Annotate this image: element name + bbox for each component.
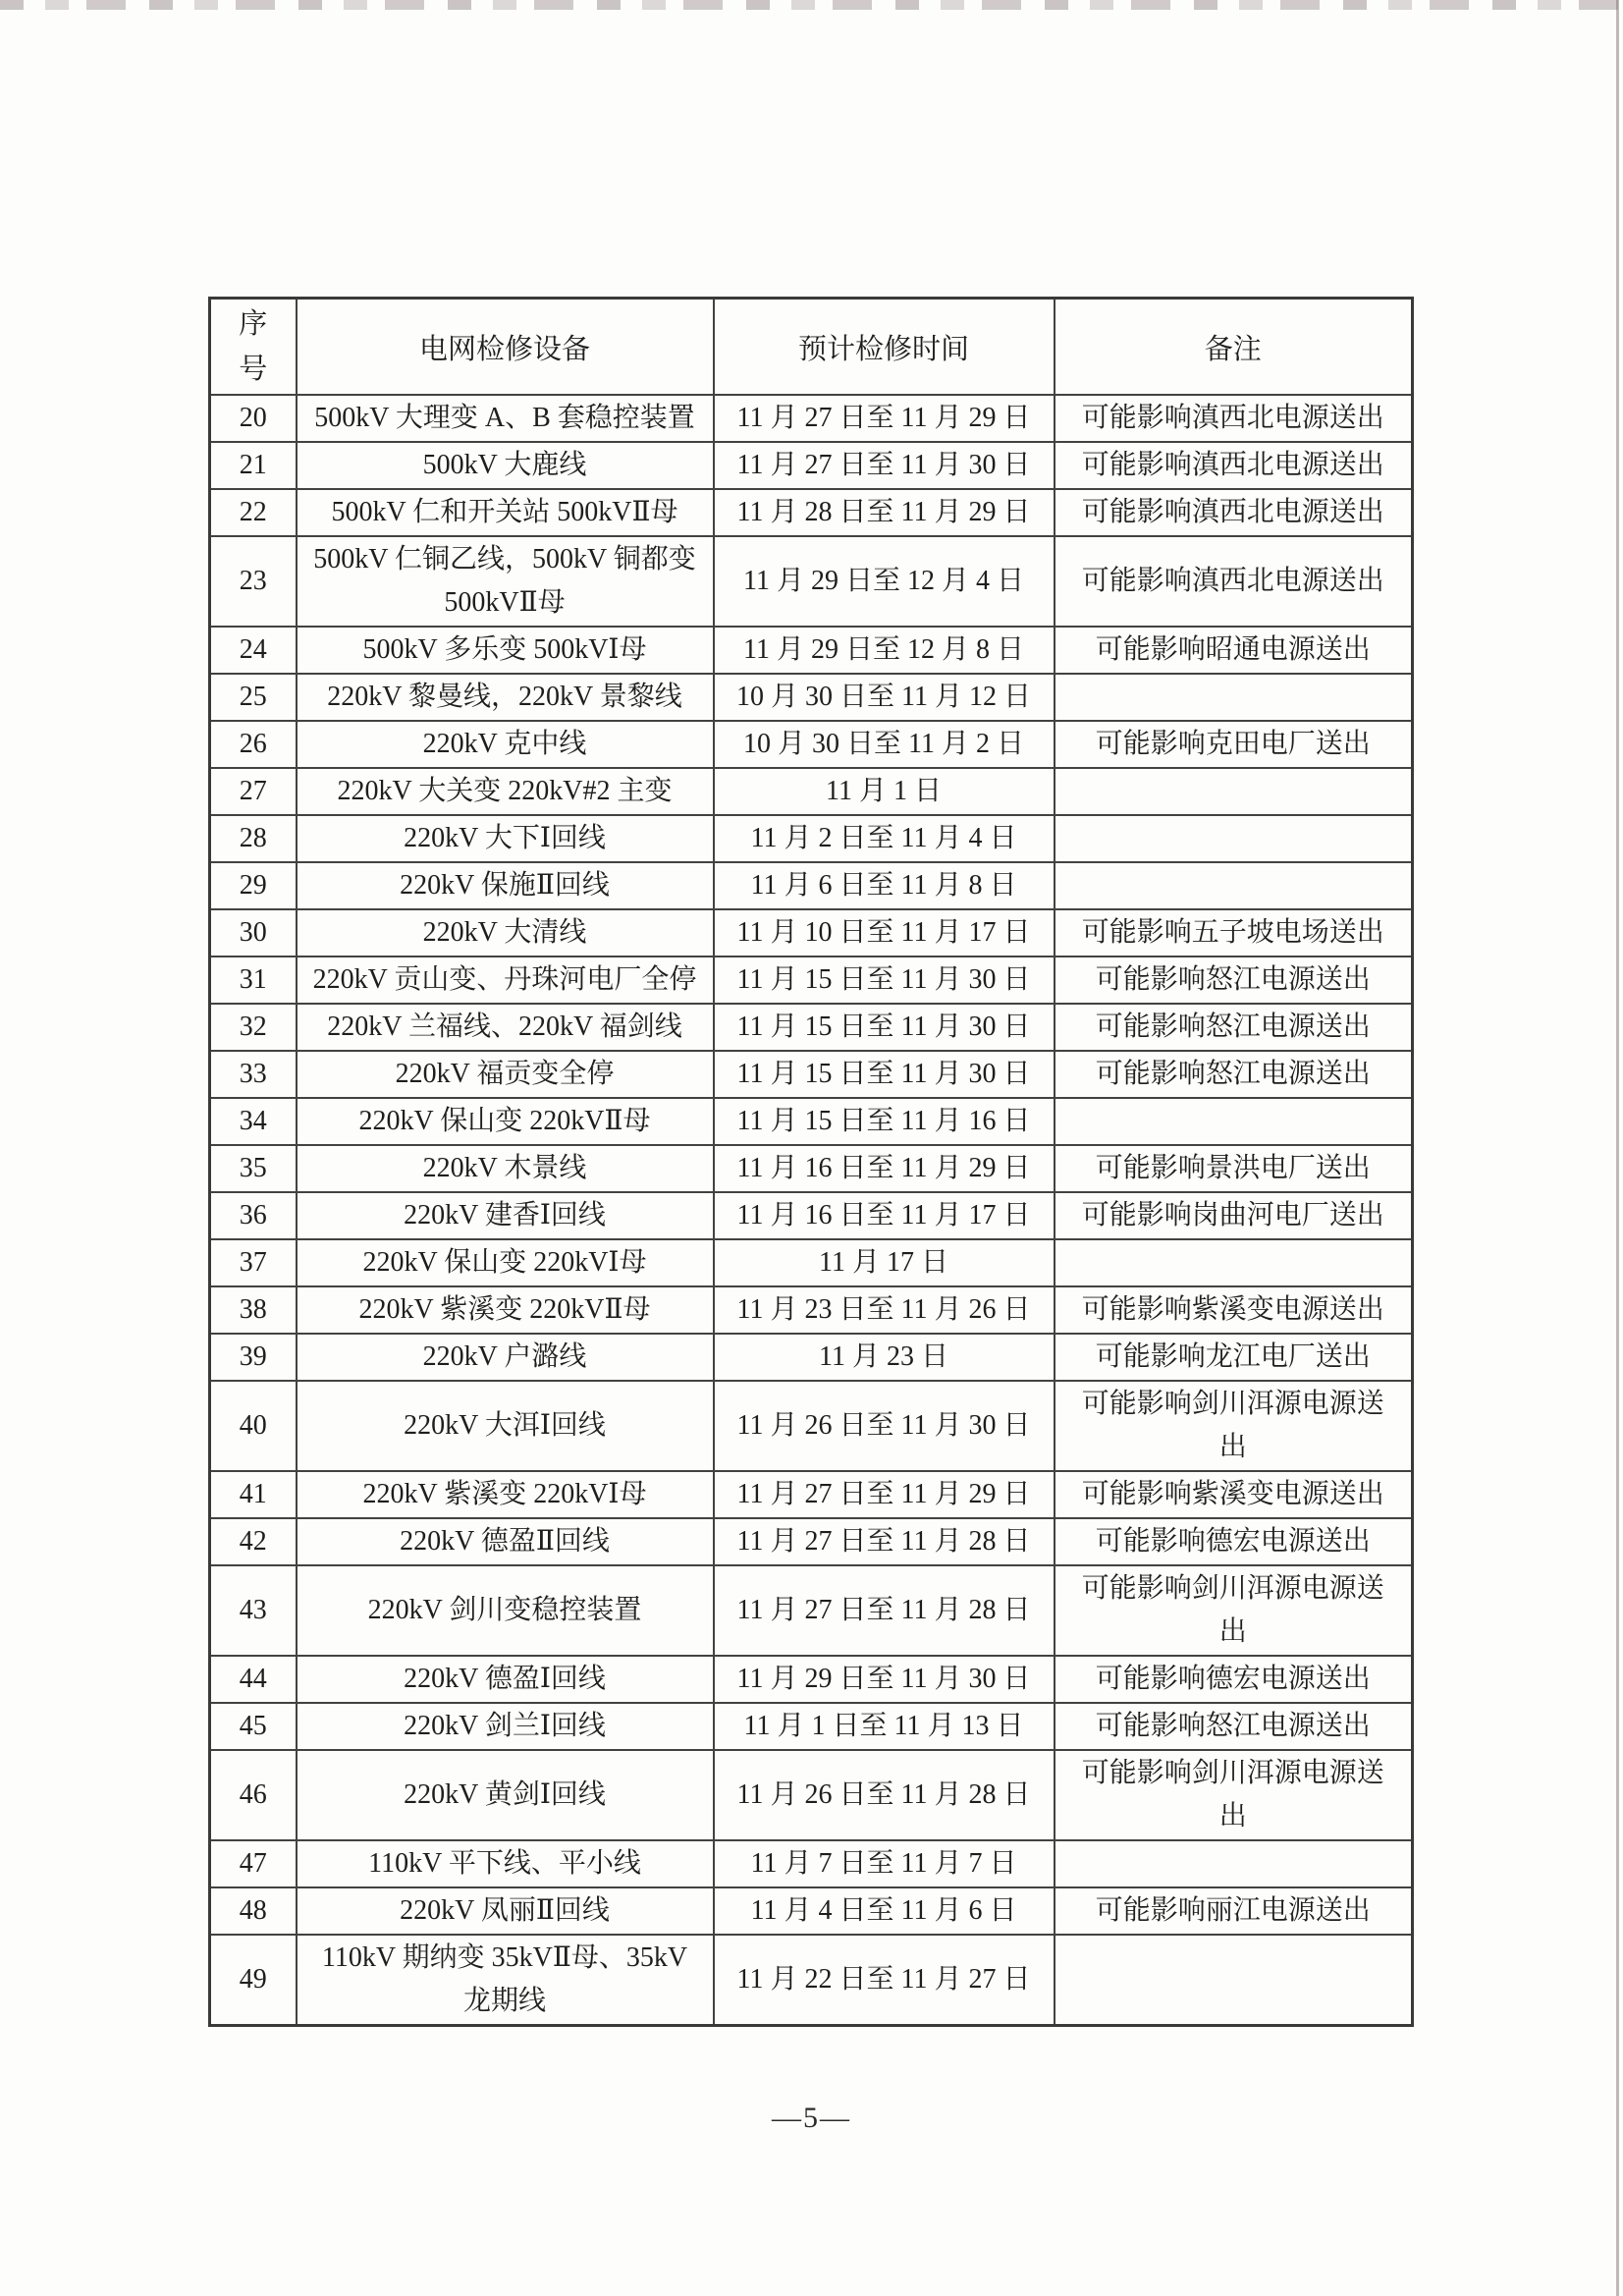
table-row: [210, 1004, 1413, 1051]
equipment-cell: 220kV 大关变 220kV#2 主变: [297, 768, 714, 815]
column-header-time: 预计检修时间: [714, 299, 1055, 396]
equipment-cell: 500kV 大鹿线: [297, 442, 714, 489]
remark-cell: 可能影响怒江电源送出: [1055, 1051, 1413, 1098]
row-number-cell: 37: [210, 1239, 297, 1286]
equipment-cell: 220kV 剑川变稳控装置: [297, 1565, 714, 1656]
equipment-cell: 220kV 德盈Ⅱ回线: [297, 1518, 714, 1565]
remark-cell: 可能影响怒江电源送出: [1055, 957, 1413, 1004]
row-number-cell: 30: [210, 909, 297, 957]
remark-cell: [1055, 862, 1413, 909]
time-cell: 11 月 1 日: [714, 768, 1055, 815]
remark-cell: 可能影响紫溪变电源送出: [1055, 1471, 1413, 1518]
table-row: [210, 1286, 1413, 1334]
table-row: [210, 1239, 1413, 1286]
row-number-cell: 33: [210, 1051, 297, 1098]
row-number-cell: 27: [210, 768, 297, 815]
equipment-cell: 220kV 保施Ⅱ回线: [297, 862, 714, 909]
row-number-cell: 36: [210, 1192, 297, 1239]
table-body: [210, 395, 1413, 2026]
time-cell: 11 月 26 日至 11 月 30 日: [714, 1381, 1055, 1471]
time-cell: 11 月 29 日至 12 月 8 日: [714, 627, 1055, 674]
row-number-cell: 20: [210, 395, 297, 442]
remark-cell: 可能影响滇西北电源送出: [1055, 395, 1413, 442]
remark-cell: 可能影响紫溪变电源送出: [1055, 1286, 1413, 1334]
row-number-cell: 46: [210, 1750, 297, 1840]
table-row: [210, 1840, 1413, 1887]
row-number-cell: 47: [210, 1840, 297, 1887]
table-row: [210, 1381, 1413, 1471]
row-number-cell: 41: [210, 1471, 297, 1518]
table-row: [210, 1192, 1413, 1239]
scan-artifact-right-edge: [1616, 0, 1619, 2296]
time-cell: 11 月 2 日至 11 月 4 日: [714, 815, 1055, 862]
time-cell: 11 月 29 日至 11 月 30 日: [714, 1656, 1055, 1703]
row-number-cell: 44: [210, 1656, 297, 1703]
remark-cell: 可能影响克田电厂送出: [1055, 721, 1413, 768]
row-number-cell: 38: [210, 1286, 297, 1334]
row-number-cell: 26: [210, 721, 297, 768]
page-number: —5—: [772, 2102, 851, 2134]
table-row: [210, 768, 1413, 815]
time-cell: 11 月 27 日至 11 月 29 日: [714, 395, 1055, 442]
equipment-cell: 220kV 兰福线、220kV 福剑线: [297, 1004, 714, 1051]
row-number-cell: 42: [210, 1518, 297, 1565]
table-header-row: [210, 299, 1413, 396]
table-row: [210, 957, 1413, 1004]
table-row: [210, 1334, 1413, 1381]
equipment-cell: 220kV 保山变 220kVⅡ母: [297, 1098, 714, 1145]
equipment-cell: 110kV 期纳变 35kVⅡ母、35kV 龙期线: [297, 1935, 714, 2026]
row-number-cell: 21: [210, 442, 297, 489]
row-number-cell: 32: [210, 1004, 297, 1051]
remark-cell: [1055, 1935, 1413, 2026]
equipment-cell: 220kV 紫溪变 220kVⅠ母: [297, 1471, 714, 1518]
time-cell: 11 月 16 日至 11 月 29 日: [714, 1145, 1055, 1192]
time-cell: 11 月 26 日至 11 月 28 日: [714, 1750, 1055, 1840]
table-row: [210, 815, 1413, 862]
remark-cell: 可能影响龙江电厂送出: [1055, 1334, 1413, 1381]
equipment-cell: 220kV 大洱Ⅰ回线: [297, 1381, 714, 1471]
table-row: [210, 395, 1413, 442]
time-cell: 11 月 4 日至 11 月 6 日: [714, 1887, 1055, 1935]
table-row: [210, 1098, 1413, 1145]
time-cell: 11 月 28 日至 11 月 29 日: [714, 489, 1055, 536]
table-row: [210, 489, 1413, 536]
equipment-cell: 220kV 建香Ⅰ回线: [297, 1192, 714, 1239]
equipment-cell: 220kV 户潞线: [297, 1334, 714, 1381]
time-cell: 11 月 27 日至 11 月 30 日: [714, 442, 1055, 489]
equipment-cell: 220kV 贡山变、丹珠河电厂全停: [297, 957, 714, 1004]
table-row: [210, 1703, 1413, 1750]
table-row: [210, 721, 1413, 768]
table-row: [210, 674, 1413, 721]
time-cell: 10 月 30 日至 11 月 12 日: [714, 674, 1055, 721]
remark-cell: 可能影响五子坡电场送出: [1055, 909, 1413, 957]
remark-cell: [1055, 815, 1413, 862]
remark-cell: 可能影响怒江电源送出: [1055, 1703, 1413, 1750]
remark-cell: [1055, 1239, 1413, 1286]
time-cell: 11 月 27 日至 11 月 28 日: [714, 1518, 1055, 1565]
time-cell: 11 月 29 日至 12 月 4 日: [714, 536, 1055, 627]
remark-cell: 可能影响德宏电源送出: [1055, 1656, 1413, 1703]
column-header-remark: 备注: [1055, 299, 1413, 396]
table-row: [210, 1565, 1413, 1656]
time-cell: 11 月 23 日: [714, 1334, 1055, 1381]
equipment-cell: 220kV 大清线: [297, 909, 714, 957]
equipment-cell: 220kV 凤丽Ⅱ回线: [297, 1887, 714, 1935]
remark-cell: 可能影响滇西北电源送出: [1055, 489, 1413, 536]
equipment-cell: 220kV 福贡变全停: [297, 1051, 714, 1098]
scan-artifact-top-edge: [0, 0, 1623, 10]
time-cell: 11 月 15 日至 11 月 30 日: [714, 957, 1055, 1004]
table-row: [210, 1750, 1413, 1840]
time-cell: 11 月 10 日至 11 月 17 日: [714, 909, 1055, 957]
remark-cell: [1055, 1098, 1413, 1145]
row-number-cell: 45: [210, 1703, 297, 1750]
equipment-cell: 220kV 黄剑Ⅰ回线: [297, 1750, 714, 1840]
maintenance-schedule-table: [208, 297, 1414, 2027]
remark-cell: [1055, 768, 1413, 815]
remark-cell: 可能影响德宏电源送出: [1055, 1518, 1413, 1565]
remark-cell: [1055, 1840, 1413, 1887]
column-header-equipment: 电网检修设备: [297, 299, 714, 396]
table-row: [210, 1887, 1413, 1935]
row-number-cell: 22: [210, 489, 297, 536]
remark-cell: 可能影响景洪电厂送出: [1055, 1145, 1413, 1192]
row-number-cell: 24: [210, 627, 297, 674]
remark-cell: 可能影响滇西北电源送出: [1055, 536, 1413, 627]
remark-cell: 可能影响昭通电源送出: [1055, 627, 1413, 674]
table-row: [210, 536, 1413, 627]
remark-cell: 可能影响丽江电源送出: [1055, 1887, 1413, 1935]
table-row: [210, 1145, 1413, 1192]
row-number-cell: 34: [210, 1098, 297, 1145]
table-row: [210, 1051, 1413, 1098]
table-row: [210, 1656, 1413, 1703]
remark-cell: 可能影响岗曲河电厂送出: [1055, 1192, 1413, 1239]
remark-cell: 可能影响剑川洱源电源送出: [1055, 1750, 1413, 1840]
time-cell: 11 月 17 日: [714, 1239, 1055, 1286]
time-cell: 11 月 15 日至 11 月 30 日: [714, 1004, 1055, 1051]
table-row: [210, 862, 1413, 909]
time-cell: 11 月 27 日至 11 月 28 日: [714, 1565, 1055, 1656]
row-number-cell: 48: [210, 1887, 297, 1935]
time-cell: 11 月 1 日至 11 月 13 日: [714, 1703, 1055, 1750]
equipment-cell: 220kV 保山变 220kVⅠ母: [297, 1239, 714, 1286]
equipment-cell: 220kV 剑兰Ⅰ回线: [297, 1703, 714, 1750]
time-cell: 11 月 6 日至 11 月 8 日: [714, 862, 1055, 909]
remark-cell: [1055, 674, 1413, 721]
equipment-cell: 500kV 多乐变 500kVⅠ母: [297, 627, 714, 674]
equipment-cell: 110kV 平下线、平小线: [297, 1840, 714, 1887]
equipment-cell: 500kV 仁和开关站 500kVⅡ母: [297, 489, 714, 536]
row-number-cell: 43: [210, 1565, 297, 1656]
time-cell: 11 月 15 日至 11 月 16 日: [714, 1098, 1055, 1145]
table-row: [210, 1935, 1413, 2026]
equipment-cell: 220kV 德盈Ⅰ回线: [297, 1656, 714, 1703]
row-number-cell: 31: [210, 957, 297, 1004]
equipment-cell: 220kV 木景线: [297, 1145, 714, 1192]
row-number-cell: 28: [210, 815, 297, 862]
table-row: [210, 627, 1413, 674]
equipment-cell: 500kV 大理变 A、B 套稳控装置: [297, 395, 714, 442]
remark-cell: 可能影响剑川洱源电源送出: [1055, 1381, 1413, 1471]
column-header-seq: [210, 299, 297, 396]
row-number-cell: 25: [210, 674, 297, 721]
table-row: [210, 442, 1413, 489]
equipment-cell: 220kV 克中线: [297, 721, 714, 768]
time-cell: 11 月 27 日至 11 月 29 日: [714, 1471, 1055, 1518]
equipment-cell: 220kV 紫溪变 220kVⅡ母: [297, 1286, 714, 1334]
time-cell: 11 月 23 日至 11 月 26 日: [714, 1286, 1055, 1334]
row-number-cell: 49: [210, 1935, 297, 2026]
row-number-cell: 23: [210, 536, 297, 627]
row-number-cell: 29: [210, 862, 297, 909]
table-row: [210, 909, 1413, 957]
time-cell: 11 月 16 日至 11 月 17 日: [714, 1192, 1055, 1239]
remark-cell: 可能影响怒江电源送出: [1055, 1004, 1413, 1051]
equipment-cell: 220kV 大下Ⅰ回线: [297, 815, 714, 862]
remark-cell: 可能影响滇西北电源送出: [1055, 442, 1413, 489]
row-number-cell: 35: [210, 1145, 297, 1192]
remark-cell: 可能影响剑川洱源电源送出: [1055, 1565, 1413, 1656]
column-header-seq-label: 序号: [239, 308, 268, 385]
time-cell: 11 月 15 日至 11 月 30 日: [714, 1051, 1055, 1098]
equipment-cell: 220kV 黎曼线，220kV 景黎线: [297, 674, 714, 721]
row-number-cell: 39: [210, 1334, 297, 1381]
table-row: [210, 1518, 1413, 1565]
time-cell: 10 月 30 日至 11 月 2 日: [714, 721, 1055, 768]
row-number-cell: 40: [210, 1381, 297, 1471]
time-cell: 11 月 22 日至 11 月 27 日: [714, 1935, 1055, 2026]
table-row: [210, 1471, 1413, 1518]
equipment-cell: 500kV 仁铜乙线，500kV 铜都变 500kVⅡ母: [297, 536, 714, 627]
time-cell: 11 月 7 日至 11 月 7 日: [714, 1840, 1055, 1887]
